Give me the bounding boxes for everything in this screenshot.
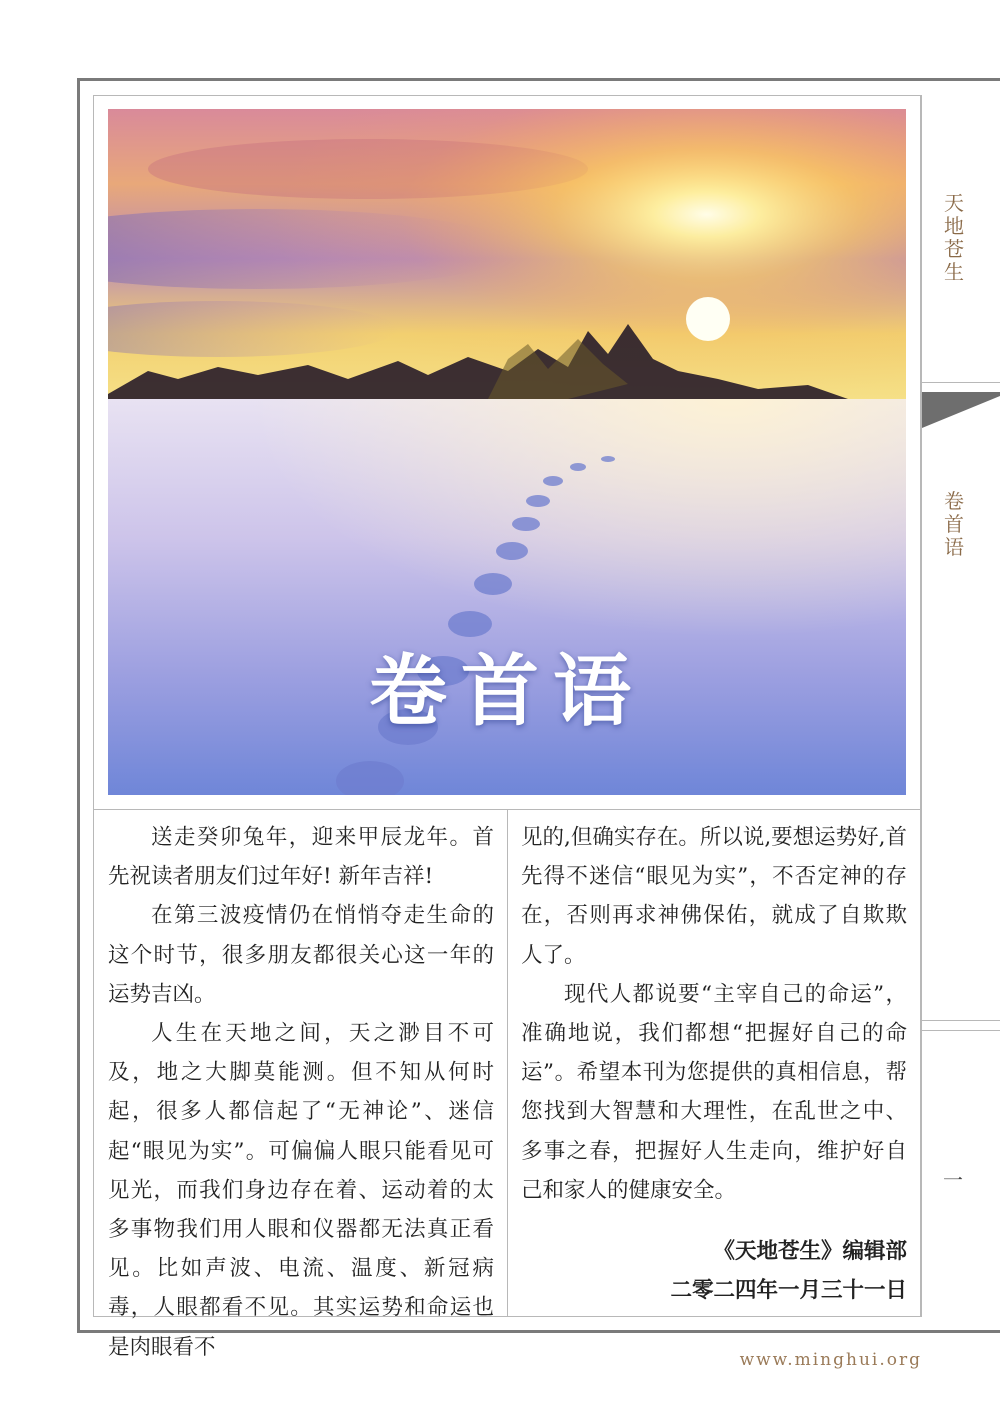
sidebar-rule-3	[921, 1030, 1000, 1031]
article-date: 二零二四年一月三十一日	[670, 1278, 907, 1303]
sidebar-section-label: 卷首语	[944, 489, 964, 559]
banner-title: 卷首语	[368, 646, 645, 737]
page-number: 一	[943, 1168, 963, 1192]
snow-sunrise-photo	[108, 109, 906, 795]
paragraph: 见的,但确实存在。所以说,要想运势好,首先得不迷信“眼见为实”，不否定神的存在，否则再求神佛保佑，就成了自欺欺人了。	[521, 825, 908, 968]
section-tab-marker	[922, 392, 1000, 428]
editorial-signature: 《天地苍生》编辑部	[713, 1239, 907, 1264]
sidebar-magazine-label: 天地苍生	[944, 191, 964, 284]
sidebar-divider	[921, 95, 922, 1317]
column-divider	[507, 809, 508, 1317]
paragraph: 现代人都说要“主宰自己的命运”，准确地说，我们都想“把握好自己的命运”。希望本刊为您提供的真相信息，帮您找到大智慧和大理性，在乱世之中、多事之春，把握好人生走向，维护好自己和家人的健康安全。	[521, 981, 907, 1203]
sidebar-rule-2	[921, 1020, 1000, 1021]
paragraph: 送走癸卯兔年，迎来甲辰龙年。首先祝读者朋友们过年好! 新年吉祥!	[108, 825, 494, 890]
paragraph: 在第三波疫情仍在悄悄夺走生命的这个时节，很多朋友都很关心这一年的运势吉凶。	[108, 903, 494, 1007]
website-url: www.minghui.org	[739, 1350, 922, 1370]
paragraph: 人生在天地之间，天之渺目不可及，地之大脚莫能测。但不知从何时起，很多人都信起了“无神论”、迷信起“眼见为实”。可偏偏人眼只能看见可见光，而我们身边存在着、运动着的太多事物我们用人眼和仪器都无法真正看见。比如声波、电流、温度、新冠病毒，人眼都看不见。其实运势和命运也是肉眼看不	[108, 1021, 494, 1360]
article-right-column	[521, 818, 907, 1210]
sidebar-rule-1	[921, 382, 1000, 383]
article-left-column	[108, 818, 494, 1367]
